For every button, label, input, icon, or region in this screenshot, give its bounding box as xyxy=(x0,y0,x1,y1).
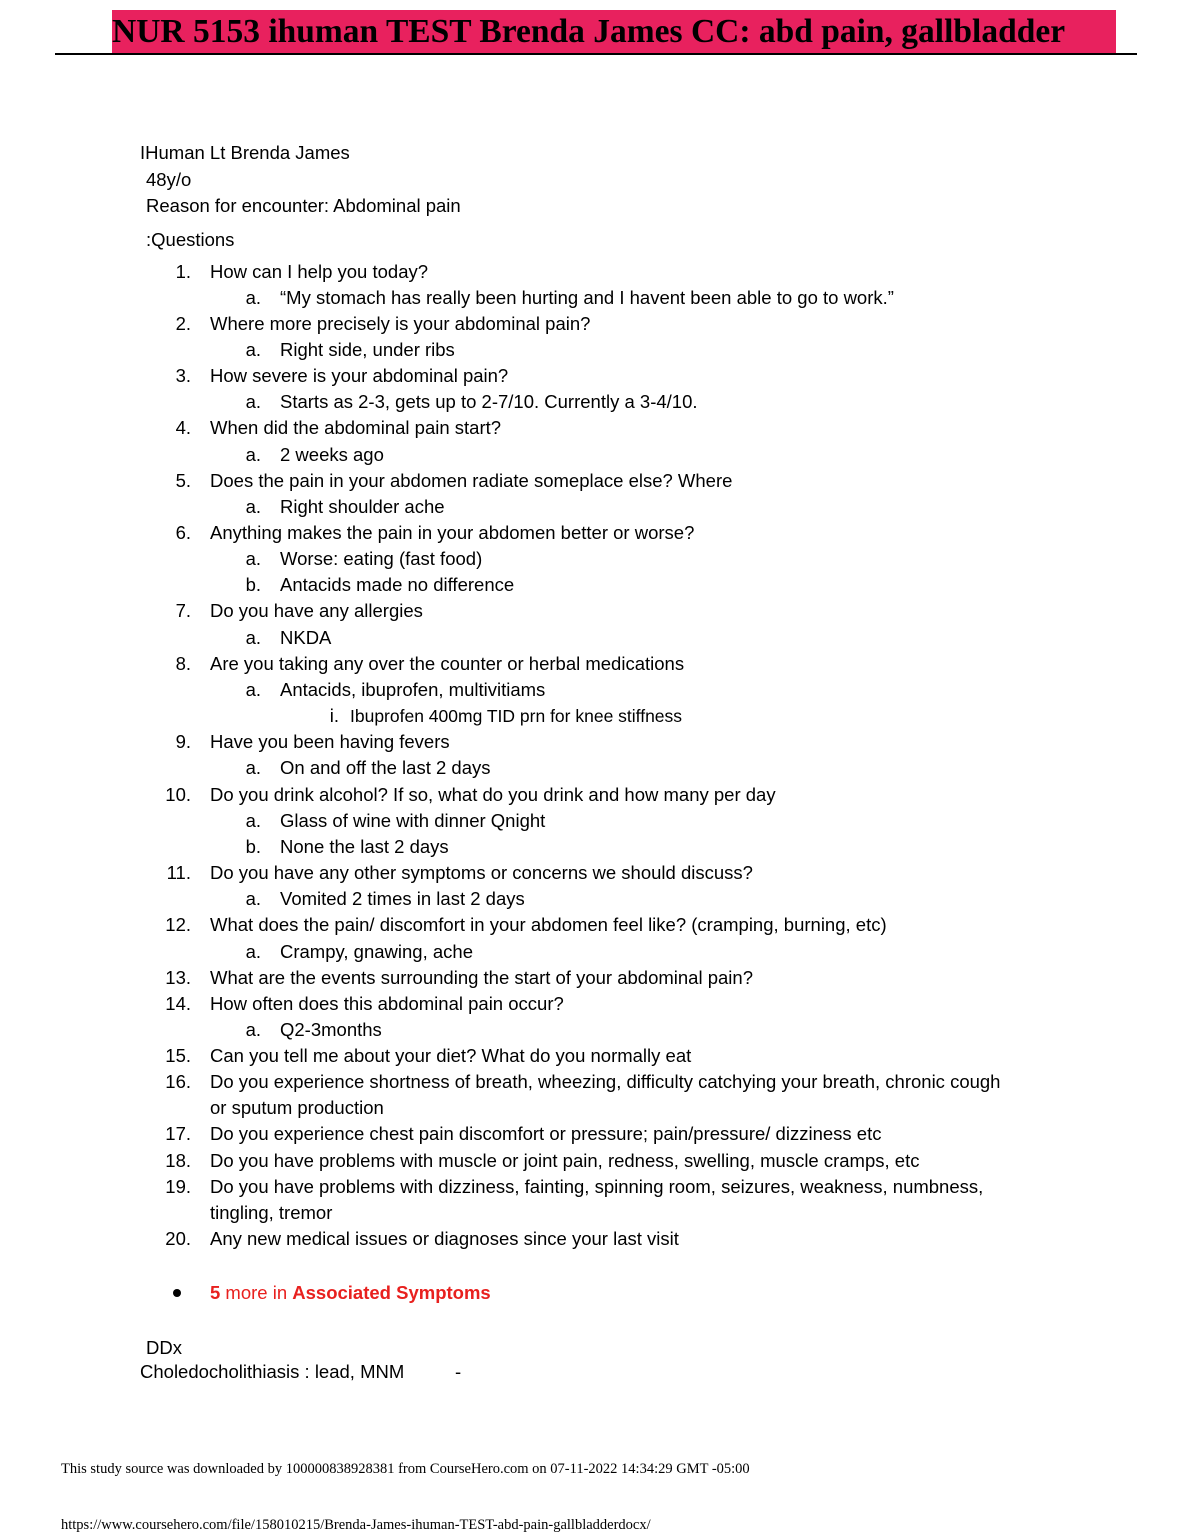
answer-text: Starts as 2-3, gets up to 2-7/10. Currently a 3-4/10. xyxy=(280,391,698,412)
list-number: 9. xyxy=(175,731,191,752)
ddx-item: Choledocholithiasis : lead, MNM xyxy=(140,1361,405,1382)
question-text: How can I help you today? xyxy=(210,261,429,282)
question-text: Are you taking any over the counter or herbal medications xyxy=(210,653,685,674)
answer-text: Crampy, gnawing, ache xyxy=(280,941,473,962)
answer-text: 2 weeks ago xyxy=(280,444,384,465)
answer-text: Q2-3months xyxy=(280,1019,382,1040)
answer-text: Antacids, ibuprofen, multivitiams xyxy=(280,679,546,700)
question-text: Do you have problems with dizziness, fainting, spinning room, seizures, weakness, numbness, xyxy=(210,1176,984,1197)
list-number: a. xyxy=(245,757,261,778)
answer-text: Right shoulder ache xyxy=(280,496,445,517)
page-title: NUR 5153 ihuman TEST Brenda James CC: abd pain, gallbladder xyxy=(112,13,1066,50)
question-text: Can you tell me about your diet? What do you normally eat xyxy=(210,1045,692,1066)
question-text: When did the abdominal pain start? xyxy=(210,417,502,438)
answer-text: Antacids made no difference xyxy=(280,574,515,595)
list-number: 12. xyxy=(165,914,191,935)
more-symptoms-note xyxy=(210,1281,491,1305)
question-text: What does the pain/ discomfort in your abdomen feel like? (cramping, burning, etc) xyxy=(210,914,887,935)
list-number: 16. xyxy=(165,1071,191,1092)
patient-name: IHuman Lt Brenda James xyxy=(140,142,350,163)
answer-text: NKDA xyxy=(280,627,332,648)
question-text: Do you have any allergies xyxy=(210,600,423,621)
more-section: Associated Symptoms xyxy=(292,1282,491,1303)
list-number: a. xyxy=(245,679,261,700)
list-number: 8. xyxy=(175,653,191,674)
question-text: Do you experience chest pain discomfort or pressure; pain/pressure/ dizziness etc xyxy=(210,1123,882,1144)
question-text: How often does this abdominal pain occur? xyxy=(210,993,564,1014)
question-text: tingling, tremor xyxy=(210,1202,333,1223)
list-number: 2. xyxy=(175,313,191,334)
list-number: a. xyxy=(245,810,261,831)
list-number: 19. xyxy=(165,1176,191,1197)
question-text: Have you been having fevers xyxy=(210,731,450,752)
list-number: 20. xyxy=(165,1228,191,1249)
title-rule xyxy=(55,53,1137,55)
list-number: 18. xyxy=(165,1150,191,1171)
question-text: Anything makes the pain in your abdomen better or worse? xyxy=(210,522,695,543)
question-text: Do you drink alcohol? If so, what do you drink and how many per day xyxy=(210,784,776,805)
list-number: a. xyxy=(245,287,261,308)
question-text: Do you experience shortness of breath, wheezing, difficulty catchying your breath, chronic cough xyxy=(210,1071,1001,1092)
list-number: 6. xyxy=(175,522,191,543)
list-number: 15. xyxy=(165,1045,191,1066)
questions-label: :Questions xyxy=(146,229,235,250)
answer-text: Ibuprofen 400mg TID prn for knee stiffness xyxy=(350,706,683,726)
download-notice: This study source was downloaded by 100000838928381 from CourseHero.com on 07-11-2022 14:34:29 GMT -05:00 xyxy=(61,1461,750,1477)
list-number: a. xyxy=(245,339,261,360)
bullet-icon xyxy=(173,1289,181,1297)
list-number: 1. xyxy=(175,261,191,282)
list-number: a. xyxy=(245,1019,261,1040)
question-text: Do you have problems with muscle or joint pain, redness, swelling, muscle cramps, etc xyxy=(210,1150,920,1171)
list-number: a. xyxy=(245,496,261,517)
more-middle: more in xyxy=(220,1282,293,1303)
list-number: a. xyxy=(245,627,261,648)
question-text: Do you have any other symptoms or concerns we should discuss? xyxy=(210,862,753,883)
answer-text: Vomited 2 times in last 2 days xyxy=(280,888,525,909)
ddx-label: DDx xyxy=(146,1337,182,1358)
answer-text: On and off the last 2 days xyxy=(280,757,491,778)
list-number: 14. xyxy=(165,993,191,1014)
list-number: b. xyxy=(245,574,261,595)
question-text: Does the pain in your abdomen radiate someplace else? Where xyxy=(210,470,733,491)
source-url[interactable]: https://www.coursehero.com/file/158010215/Brenda-James-ihuman-TEST-abd-pain-gallbladderdocx/ xyxy=(61,1517,651,1533)
list-number: a. xyxy=(245,548,261,569)
list-number: 10. xyxy=(165,784,191,805)
ddx-dash: - xyxy=(455,1361,462,1382)
list-number: a. xyxy=(245,941,261,962)
question-text: Where more precisely is your abdominal pain? xyxy=(210,313,591,334)
question-text: or sputum production xyxy=(210,1097,384,1118)
answer-text: “My stomach has really been hurting and I havent been able to go to work.” xyxy=(280,287,894,308)
answer-text: Glass of wine with dinner Qnight xyxy=(280,810,546,831)
answer-text: Right side, under ribs xyxy=(280,339,455,360)
list-number: 7. xyxy=(175,600,191,621)
encounter-reason: Reason for encounter: Abdominal pain xyxy=(146,195,461,216)
list-number: 13. xyxy=(165,967,191,988)
list-number: a. xyxy=(245,888,261,909)
question-text: Any new medical issues or diagnoses since your last visit xyxy=(210,1228,679,1249)
patient-age: 48y/o xyxy=(146,169,192,190)
answer-text: Worse: eating (fast food) xyxy=(280,548,483,569)
more-count: 5 xyxy=(210,1282,221,1303)
list-number: 11. xyxy=(166,862,191,883)
list-number: 4. xyxy=(175,417,191,438)
answer-text: None the last 2 days xyxy=(280,836,449,857)
list-number: 17. xyxy=(165,1123,191,1144)
question-text: What are the events surrounding the start of your abdominal pain? xyxy=(210,967,753,988)
list-number: a. xyxy=(245,444,261,465)
list-number: i. xyxy=(329,705,339,726)
question-text: How severe is your abdominal pain? xyxy=(210,365,509,386)
list-number: 5. xyxy=(175,470,191,491)
list-number: b. xyxy=(245,836,261,857)
list-number: a. xyxy=(245,391,261,412)
list-number: 3. xyxy=(175,365,191,386)
